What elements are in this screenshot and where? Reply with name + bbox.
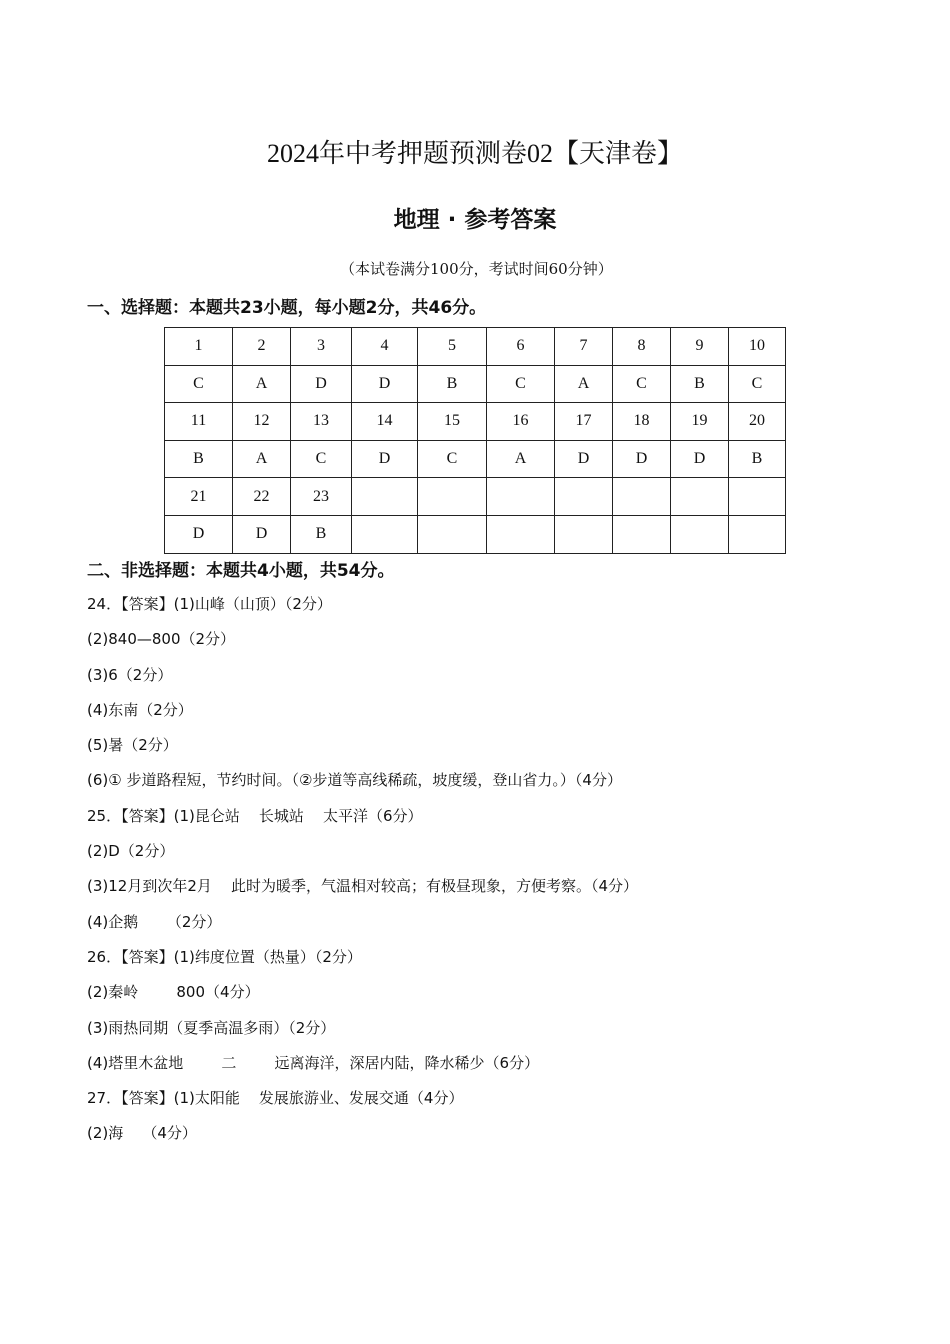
answer-table [164,327,786,554]
answer-line: (4)企鹅 （2分） [87,912,222,931]
answer-cell: C [165,365,233,403]
answer-cell [729,515,786,553]
exam-note: （本试卷满分100分，考试时间60分钟） [340,260,613,278]
answer-cell: A [487,440,555,478]
answer-cell: A [233,440,291,478]
answer-row [165,515,786,553]
document-title: 2024年中考押题预测卷02【天津卷】 [266,139,683,168]
answer-line: (2)840—800（2分） [87,630,236,649]
question-number-row [165,478,786,516]
answer-line: (3)6（2分） [87,665,173,684]
question-number-cell: 16 [487,403,555,441]
answer-line: 24．【答案】(1)山峰（山顶）（2分） [87,595,332,613]
question-number-cell: 23 [291,478,352,516]
answer-cell: D [352,440,418,478]
answer-cell [555,515,613,553]
answer-cell [671,515,729,553]
question-number-cell: 4 [352,328,418,366]
document-subtitle: 地理 · 参考答案 [393,207,557,233]
question-number-cell: 19 [671,403,729,441]
section-heading-choice: 一、选择题：本题共23小题，每小题2分，共46分。 [87,298,487,318]
answer-line: (4)塔里木盆地 二 远离海洋，深居内陆，降水稀少（6分） [87,1053,540,1072]
question-number-cell [613,478,671,516]
question-number-cell: 18 [613,403,671,441]
answer-cell: D [555,440,613,478]
answer-cell: C [729,365,786,403]
answer-cell: D [291,365,352,403]
answer-line: 25．【答案】(1)昆仑站 长城站 太平洋（6分） [87,806,423,825]
answer-line: (4)东南（2分） [87,700,193,719]
answer-cell: B [671,365,729,403]
answer-cell: B [418,365,487,403]
answer-cell: C [291,440,352,478]
question-number-cell [671,478,729,516]
answer-cell [613,515,671,553]
answer-lines [87,592,638,1157]
answer-line: (2)秦岭 800（4分） [87,983,260,1002]
question-number-cell: 15 [418,403,487,441]
question-number-cell: 12 [233,403,291,441]
question-number-cell: 2 [233,328,291,366]
question-number-cell: 8 [613,328,671,366]
question-number-cell: 11 [165,403,233,441]
answer-line: (5)暑（2分） [87,736,178,755]
answer-cell: D [233,515,291,553]
answer-cell: B [729,440,786,478]
answer-line: (2)D（2分） [87,842,175,861]
answer-line: 27．【答案】(1)太阳能 发展旅游业、发展交通（4分） [87,1089,464,1108]
question-number-cell: 6 [487,328,555,366]
question-number-cell: 9 [671,328,729,366]
question-number-cell: 17 [555,403,613,441]
answer-cell: B [165,440,233,478]
answer-row [165,440,786,478]
answer-cell: D [165,515,233,553]
question-number-cell [352,478,418,516]
answer-line: (2)海 （4分） [87,1124,197,1143]
question-number-cell: 21 [165,478,233,516]
answer-cell: C [418,440,487,478]
question-number-cell [729,478,786,516]
question-number-row [165,403,786,441]
question-number-cell: 3 [291,328,352,366]
section-heading-nonchoice: 二、非选择题：本题共4小题，共54分。 [87,561,395,581]
answer-row [165,365,786,403]
question-number-cell: 14 [352,403,418,441]
answer-line: 26．【答案】(1)纬度位置（热量）（2分） [87,947,362,966]
answer-cell: D [613,440,671,478]
answer-cell [418,515,487,553]
question-number-cell: 10 [729,328,786,366]
question-number-cell: 5 [418,328,487,366]
answer-line: (3)雨热同期（夏季高温多雨）（2分） [87,1018,336,1037]
answer-cell: C [613,365,671,403]
question-number-row [165,328,786,366]
answer-cell [352,515,418,553]
question-number-cell [555,478,613,516]
answer-line: (3)12月到次年2月 此时为暖季，气温相对较高；有极昼现象，方便考察。（4分） [87,877,638,896]
question-number-cell [487,478,555,516]
question-number-cell: 22 [233,478,291,516]
answer-cell: D [671,440,729,478]
question-number-cell: 7 [555,328,613,366]
answer-cell: C [487,365,555,403]
question-number-cell [418,478,487,516]
answer-cell: A [555,365,613,403]
answer-cell: B [291,515,352,553]
answer-cell: A [233,365,291,403]
answer-line: (6)① 步道路程短，节约时间。（②步道等高线稀疏，坡度缓，登山省力。）（4分） [87,771,622,790]
question-number-cell: 1 [165,328,233,366]
answer-cell [487,515,555,553]
question-number-cell: 20 [729,403,786,441]
answer-cell: D [352,365,418,403]
question-number-cell: 13 [291,403,352,441]
